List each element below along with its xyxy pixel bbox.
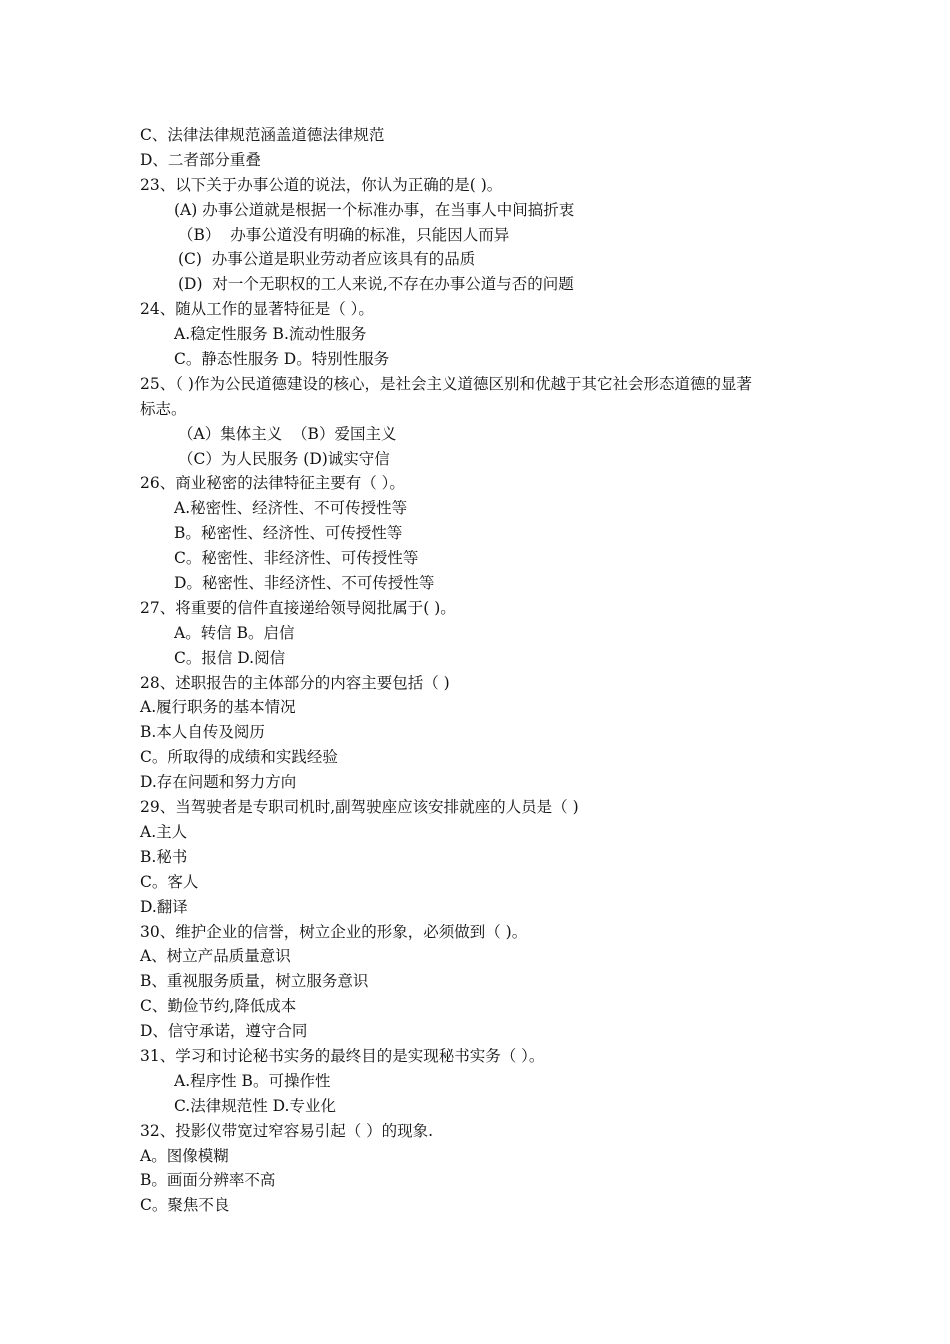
text-line: B.秘书 [140,847,188,866]
text-line: D、信守承诺，遵守合同 [140,1022,308,1041]
text-line: A.履行职务的基本情况 [140,698,296,717]
text-line: (D) 对一个无职权的工人来说,不存在办事公道与否的问题 [178,275,574,294]
text-line: A。图像模糊 [140,1146,229,1165]
text-line: 27、将重要的信件直接递给领导阅批属于( )。 [140,598,456,617]
text-line: B。秘密性、经济性、可传授性等 [174,524,403,543]
text-line: B。画面分辨率不高 [140,1171,276,1190]
text-line: C。聚焦不良 [140,1196,230,1215]
text-line: C。秘密性、非经济性、可传授性等 [174,549,419,568]
text-line: C、勤俭节约,降低成本 [140,997,297,1016]
text-line: 24、随从工作的显著特征是（ ）。 [140,300,374,319]
text-line: A.稳定性服务 B.流动性服务 [174,325,367,344]
text-line: 30、维护企业的信誉，树立企业的形象，必须做到（ )。 [140,922,528,941]
text-line: (C) 办事公道是职业劳动者应该具有的品质 [178,250,476,269]
text-line: D.翻译 [140,897,188,916]
text-line: C。所取得的成绩和实践经验 [140,748,338,767]
text-line: B.本人自传及阅历 [140,723,265,742]
text-line: D.存在问题和努力方向 [140,773,297,792]
text-line: 28、述职报告的主体部分的内容主要包括（ ) [140,673,450,692]
text-line: A.秘密性、经济性、不可传授性等 [174,499,408,518]
text-line: 31、学习和讨论秘书实务的最终目的是实现秘书实务（ ）。 [140,1046,545,1065]
text-line: A、树立产品质量意识 [140,947,291,966]
text-line: D。秘密性、非经济性、不可传授性等 [174,574,435,593]
text-line: C、法律法律规范涵盖道德法律规范 [140,126,385,144]
text-line: 32、投影仪带宽过窄容易引起（ ）的现象. [140,1121,434,1140]
text-line: B、重视服务质量，树立服务意识 [140,972,369,991]
text-line: C。报信 D.阅信 [174,648,286,667]
text-line: A.主人 [140,822,188,841]
text-line: 29、当驾驶者是专职司机时,副驾驶座应该安排就座的人员是（ ) [140,798,579,817]
text-line: 26、商业秘密的法律特征主要有（ ）。 [140,474,405,493]
text-line: C。静态性服务 D。特别性服务 [174,350,390,369]
text-line: （C）为人民服务 (D)诚实守信 [178,449,390,468]
text-line: （B） 办事公道没有明确的标准，只能因人而异 [178,225,510,244]
text-line: 25、（ )作为公民道德建设的核心，是社会主义道德区别和优越于其它社会形态道德的显著 [140,374,752,393]
document-page [0,123,950,1218]
text-line: 标志。 [140,399,187,418]
text-line: （A）集体主义 （B）爱国主义 [178,424,397,443]
text-line: C.法律规范性 D.专业化 [174,1096,336,1115]
text-line: D、二者部分重叠 [140,150,261,169]
text-line: 23、以下关于办事公道的说法，你认为正确的是( )。 [140,175,503,194]
text-line: A.程序性 B。可操作性 [174,1071,331,1090]
text-line: A。转信 B。启信 [174,623,295,642]
text-line: C。客人 [140,872,199,891]
text-line: (A) 办事公道就是根据一个标准办事，在当事人中间搞折衷 [174,200,575,219]
